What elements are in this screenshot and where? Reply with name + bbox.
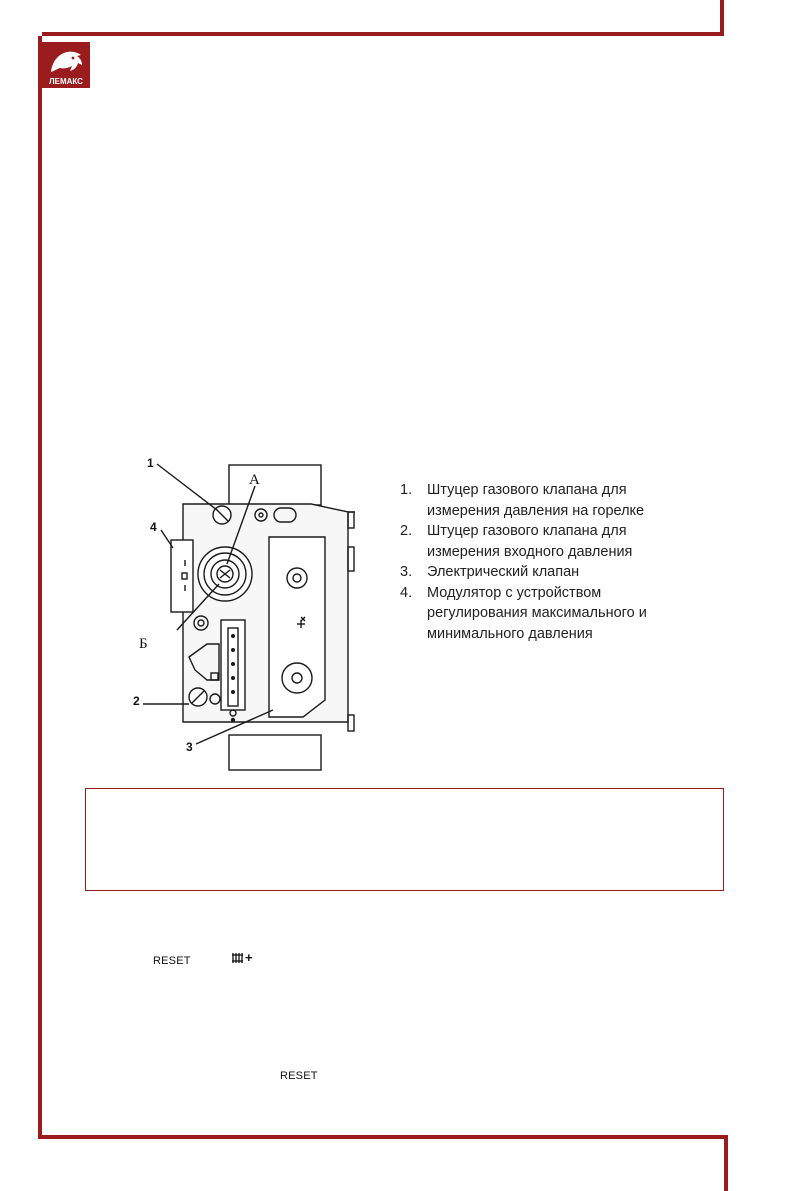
frame-top-line (42, 32, 724, 36)
point-b-label: Б (139, 636, 148, 652)
radiator-plus-icon (232, 951, 258, 969)
legend-number: 4. (400, 584, 413, 601)
legend-text: Штуцер газового клапана для измерения входного давления (427, 523, 633, 560)
brand-logo (42, 42, 90, 88)
legend-number: 2. (400, 523, 413, 539)
reset-key-label: RESET (153, 955, 191, 967)
frame-left-line (38, 36, 42, 1139)
gas-valve-drawing (133, 452, 393, 772)
legend-number: 1. (400, 482, 413, 498)
heating-plus-symbol: + (245, 951, 253, 964)
valve-parts-legend (400, 480, 700, 644)
reset-key-label-2: RESET (280, 1070, 318, 1082)
logo-wordmark: ЛЕМАКС (49, 77, 83, 86)
legend-number: 3. (400, 564, 413, 580)
legend-text: Штуцер газового клапана для измерения давления на горелке (427, 482, 645, 519)
legend-item (400, 521, 700, 562)
legend-item (400, 583, 700, 645)
callout-3: 3 (186, 740, 193, 754)
legend-text: Электрический клапан (427, 564, 580, 580)
point-a-label: А (249, 472, 260, 488)
callout-1: 1 (147, 456, 154, 470)
frame-bottom-line (38, 1135, 728, 1139)
notice-box (85, 788, 724, 891)
frame-right-top-line (720, 0, 724, 36)
callout-4: 4 (150, 520, 157, 534)
legend-text: Модулятор с устройством регулирования максимального и минимального давления (427, 584, 647, 642)
frame-right-bottom-line (724, 1135, 728, 1191)
legend-item (400, 562, 700, 583)
callout-2: 2 (133, 694, 140, 708)
legend-item (400, 480, 700, 521)
